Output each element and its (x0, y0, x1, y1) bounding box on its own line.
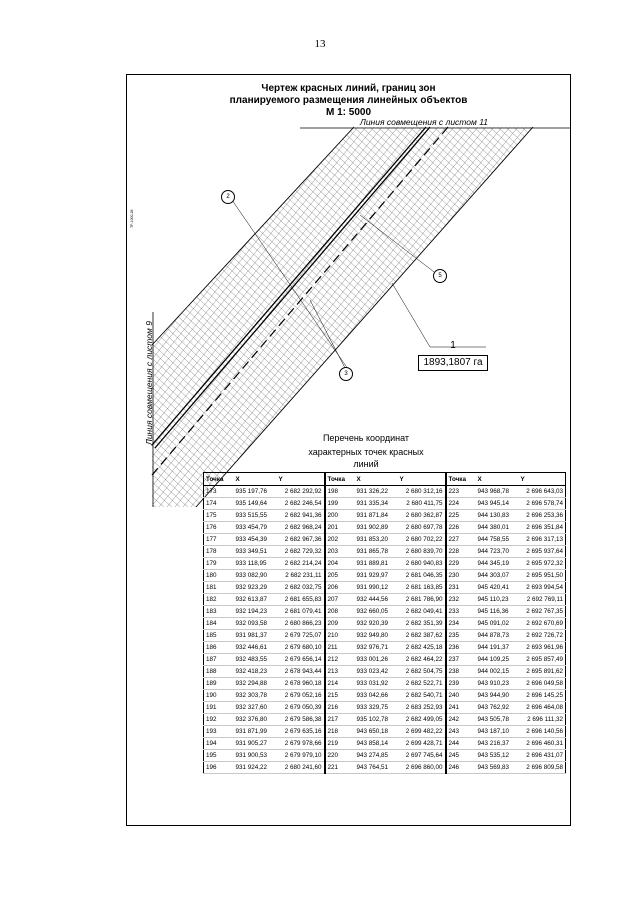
cell-y: 2 680 839,70 (398, 546, 446, 558)
cell-x: 932 446,61 (234, 642, 277, 654)
cell-point: 225 (446, 510, 476, 522)
table-row (204, 690, 566, 702)
header-y: Y (519, 473, 566, 486)
cell-x: 931 871,84 (355, 510, 398, 522)
cell-y: 2 697 745,64 (398, 750, 446, 762)
cell-y: 2 696 111,32 (519, 714, 566, 726)
cell-x: 933 454,39 (234, 534, 277, 546)
cell-point: 190 (204, 690, 234, 702)
cell-y: 2 696 809,58 (519, 762, 566, 774)
cell-point: 198 (325, 486, 355, 498)
cell-x: 932 483,55 (234, 654, 277, 666)
cell-x: 944 002,15 (476, 666, 519, 678)
cell-x: 933 349,51 (234, 546, 277, 558)
cell-x: 932 920,39 (355, 618, 398, 630)
table-row (204, 654, 566, 666)
cell-x: 933 082,90 (234, 570, 277, 582)
cell-point: 180 (204, 570, 234, 582)
cell-point: 203 (325, 546, 355, 558)
cell-y: 2 682 214,24 (277, 558, 325, 570)
cell-y: 2 695 857,49 (519, 654, 566, 666)
table-row (204, 558, 566, 570)
cell-point: 217 (325, 714, 355, 726)
cell-point: 204 (325, 558, 355, 570)
cell-point: 199 (325, 498, 355, 510)
cell-y: 2 679 656,14 (277, 654, 325, 666)
cell-x: 943 650,18 (355, 726, 398, 738)
cell-y: 2 682 729,32 (277, 546, 325, 558)
cell-point: 234 (446, 618, 476, 630)
cell-point: 231 (446, 582, 476, 594)
cell-y: 2 681 046,35 (398, 570, 446, 582)
cell-y: 2 679 680,10 (277, 642, 325, 654)
cell-y: 2 680 702,22 (398, 534, 446, 546)
cell-y: 2 681 655,83 (277, 594, 325, 606)
red-line-outer (152, 127, 426, 445)
cell-point: 228 (446, 546, 476, 558)
cell-x: 943 944,90 (476, 690, 519, 702)
cell-x: 933 515,55 (234, 510, 277, 522)
cell-point: 239 (446, 678, 476, 690)
cell-x: 935 197,76 (234, 486, 277, 498)
cell-point: 223 (446, 486, 476, 498)
cell-y: 2 682 464,22 (398, 654, 446, 666)
cell-y: 2 682 049,41 (398, 606, 446, 618)
cell-y: 2 680 940,83 (398, 558, 446, 570)
cell-y: 2 693 994,54 (519, 582, 566, 594)
table-row (204, 714, 566, 726)
table-row (204, 630, 566, 642)
cell-y: 2 679 052,16 (277, 690, 325, 702)
cell-y: 2 696 578,74 (519, 498, 566, 510)
cell-x: 932 923,29 (234, 582, 277, 594)
cell-point: 209 (325, 618, 355, 630)
cell-point: 221 (325, 762, 355, 774)
cell-y: 2 696 464,08 (519, 702, 566, 714)
cell-x: 945 420,41 (476, 582, 519, 594)
table-row (204, 642, 566, 654)
leader-parcel (392, 283, 430, 347)
cell-x: 944 380,01 (476, 522, 519, 534)
cell-point: 246 (446, 762, 476, 774)
cell-x: 943 569,83 (476, 762, 519, 774)
cell-point: 200 (325, 510, 355, 522)
cell-point: 238 (446, 666, 476, 678)
cell-point: 182 (204, 594, 234, 606)
cell-x: 931 929,97 (355, 570, 398, 582)
cell-y: 2 695 937,64 (519, 546, 566, 558)
table-row (204, 534, 566, 546)
cell-x: 932 294,88 (234, 678, 277, 690)
cell-x: 931 990,12 (355, 582, 398, 594)
cell-x: 932 660,05 (355, 606, 398, 618)
cell-point: 244 (446, 738, 476, 750)
cell-y: 2 682 032,75 (277, 582, 325, 594)
table-row (204, 726, 566, 738)
header-x: X (355, 473, 398, 486)
cell-x: 931 871,99 (234, 726, 277, 738)
cell-y: 2 680 312,16 (398, 486, 446, 498)
cell-point: 177 (204, 534, 234, 546)
cell-y: 2 699 428,71 (398, 738, 446, 750)
cell-y: 2 695 972,32 (519, 558, 566, 570)
cell-point: 233 (446, 606, 476, 618)
cell-point: 208 (325, 606, 355, 618)
cell-point: 211 (325, 642, 355, 654)
cell-x: 945 116,36 (476, 606, 519, 618)
parcel-number: 1 (450, 340, 456, 351)
cell-point: 181 (204, 582, 234, 594)
cell-x: 931 900,53 (234, 750, 277, 762)
match-line-top-label: Линия совмещения с листом 11 (360, 117, 489, 127)
cell-x: 931 981,37 (234, 630, 277, 642)
cell-point: 214 (325, 678, 355, 690)
cell-x: 933 454,79 (234, 522, 277, 534)
cell-point: 215 (325, 690, 355, 702)
cell-point: 232 (446, 594, 476, 606)
cell-x: 944 130,83 (476, 510, 519, 522)
cell-y: 2 682 246,54 (277, 498, 325, 510)
parcel-area: 1893,1807 га (418, 355, 488, 371)
cell-point: 242 (446, 714, 476, 726)
coordinates-table (203, 472, 566, 774)
table-row (204, 570, 566, 582)
cell-point: 183 (204, 606, 234, 618)
cell-point: 226 (446, 522, 476, 534)
header-x: X (234, 473, 277, 486)
table-row (204, 750, 566, 762)
cell-y: 2 695 951,50 (519, 570, 566, 582)
table-header-row (204, 473, 566, 486)
cell-y: 2 696 460,31 (519, 738, 566, 750)
cell-x: 944 758,55 (476, 534, 519, 546)
cell-y: 2 693 961,96 (519, 642, 566, 654)
cell-x: 933 329,75 (355, 702, 398, 714)
table-row (204, 582, 566, 594)
cell-x: 931 902,89 (355, 522, 398, 534)
cell-point: 195 (204, 750, 234, 762)
cell-y: 2 681 786,90 (398, 594, 446, 606)
cell-x: 932 418,23 (234, 666, 277, 678)
axis-dashed (152, 127, 448, 475)
cell-y: 2 680 362,87 (398, 510, 446, 522)
cell-x: 945 110,23 (476, 594, 519, 606)
cell-x: 943 945,14 (476, 498, 519, 510)
cell-y: 2 696 431,07 (519, 750, 566, 762)
cell-point: 245 (446, 750, 476, 762)
cell-y: 2 696 145,25 (519, 690, 566, 702)
coord-list-title-1: Перечень координат (322, 433, 410, 443)
cell-x: 945 091,02 (476, 618, 519, 630)
cell-point: 176 (204, 522, 234, 534)
table-row (204, 486, 566, 498)
cell-x: 943 505,78 (476, 714, 519, 726)
cell-x: 943 216,37 (476, 738, 519, 750)
cell-point: 185 (204, 630, 234, 642)
cell-x: 932 303,78 (234, 690, 277, 702)
cell-point: 201 (325, 522, 355, 534)
cell-y: 2 682 967,36 (277, 534, 325, 546)
cell-y: 2 680 866,23 (277, 618, 325, 630)
cell-point: 213 (325, 666, 355, 678)
cell-x: 931 889,81 (355, 558, 398, 570)
cell-y: 2 679 050,39 (277, 702, 325, 714)
cell-x: 932 194,23 (234, 606, 277, 618)
cell-point: 235 (446, 630, 476, 642)
callout-5: 5 (433, 269, 447, 283)
cell-x: 944 109,25 (476, 654, 519, 666)
cell-point: 229 (446, 558, 476, 570)
coord-list-title-2: характерных точек красных линий (308, 447, 424, 469)
cell-x: 933 001,26 (355, 654, 398, 666)
cell-point: 186 (204, 642, 234, 654)
cell-y: 2 696 317,13 (519, 534, 566, 546)
table-row (204, 606, 566, 618)
table-row (204, 522, 566, 534)
cell-point: 174 (204, 498, 234, 510)
table-row (204, 738, 566, 750)
cell-x: 933 031,92 (355, 678, 398, 690)
cell-y: 2 682 292,92 (277, 486, 325, 498)
cell-y: 2 680 411,75 (398, 498, 446, 510)
cell-x: 931 326,22 (355, 486, 398, 498)
cell-point: 194 (204, 738, 234, 750)
table-row (204, 678, 566, 690)
cell-y: 2 692 726,72 (519, 630, 566, 642)
cell-point: 237 (446, 654, 476, 666)
table-row (204, 702, 566, 714)
cell-point: 205 (325, 570, 355, 582)
cell-point: 188 (204, 666, 234, 678)
cell-y: 2 696 049,58 (519, 678, 566, 690)
cell-y: 2 680 241,60 (277, 762, 325, 774)
cell-y: 2 681 163,85 (398, 582, 446, 594)
cell-y: 2 679 586,38 (277, 714, 325, 726)
header-point: Точка (446, 473, 476, 486)
cell-y: 2 682 968,24 (277, 522, 325, 534)
cell-point: 210 (325, 630, 355, 642)
cell-point: 193 (204, 726, 234, 738)
cell-y: 2 681 079,41 (277, 606, 325, 618)
page-number: 13 (314, 38, 326, 50)
cell-point: 175 (204, 510, 234, 522)
cell-point: 207 (325, 594, 355, 606)
cell-x: 931 905,27 (234, 738, 277, 750)
cell-x: 933 118,95 (234, 558, 277, 570)
cell-x: 932 444,56 (355, 594, 398, 606)
cell-y: 2 682 540,71 (398, 690, 446, 702)
cell-point: 189 (204, 678, 234, 690)
cell-x: 943 535,12 (476, 750, 519, 762)
cell-x: 944 878,73 (476, 630, 519, 642)
cell-x: 944 191,37 (476, 642, 519, 654)
cell-x: 943 764,51 (355, 762, 398, 774)
header-y: Y (277, 473, 325, 486)
cell-x: 932 376,80 (234, 714, 277, 726)
cell-y: 2 682 425,18 (398, 642, 446, 654)
cell-x: 932 949,80 (355, 630, 398, 642)
cell-x: 931 865,78 (355, 546, 398, 558)
header-y: Y (398, 473, 446, 486)
cell-x: 932 093,58 (234, 618, 277, 630)
cell-y: 2 695 891,62 (519, 666, 566, 678)
cell-y: 2 682 522,71 (398, 678, 446, 690)
table-row (204, 666, 566, 678)
cell-y: 2 682 231,11 (277, 570, 325, 582)
cell-x: 935 102,78 (355, 714, 398, 726)
cell-y: 2 692 670,69 (519, 618, 566, 630)
zone-boundary-left (152, 127, 354, 345)
cell-y: 2 679 725,07 (277, 630, 325, 642)
table-row (204, 546, 566, 558)
cell-point: 212 (325, 654, 355, 666)
table-row (204, 498, 566, 510)
cell-y: 2 696 860,00 (398, 762, 446, 774)
cell-point: 192 (204, 714, 234, 726)
header-point: Точка (204, 473, 234, 486)
cell-y: 2 696 351,84 (519, 522, 566, 534)
cell-y: 2 682 941,36 (277, 510, 325, 522)
cell-y: 2 682 504,75 (398, 666, 446, 678)
cell-y: 2 682 351,39 (398, 618, 446, 630)
cell-x: 943 858,14 (355, 738, 398, 750)
cell-y: 2 683 252,93 (398, 702, 446, 714)
callout-2: 2 (221, 190, 235, 204)
cell-point: 196 (204, 762, 234, 774)
cell-x: 931 335,34 (355, 498, 398, 510)
sheet-mark: ТР-1000-28 (130, 209, 134, 228)
cell-x: 935 149,64 (234, 498, 277, 510)
cell-point: 173 (204, 486, 234, 498)
table-row (204, 762, 566, 774)
drawing-scale: М 1: 5000 (325, 107, 372, 118)
header-x: X (476, 473, 519, 486)
cell-y: 2 699 482,22 (398, 726, 446, 738)
cell-x: 944 303,07 (476, 570, 519, 582)
cell-point: 187 (204, 654, 234, 666)
cell-point: 178 (204, 546, 234, 558)
cell-point: 218 (325, 726, 355, 738)
cell-x: 931 924,22 (234, 762, 277, 774)
cell-x: 943 968,78 (476, 486, 519, 498)
cell-point: 236 (446, 642, 476, 654)
cell-point: 227 (446, 534, 476, 546)
header-point: Точка (325, 473, 355, 486)
cell-point: 243 (446, 726, 476, 738)
cell-x: 943 187,10 (476, 726, 519, 738)
cell-y: 2 696 140,56 (519, 726, 566, 738)
match-line-left-label: Линия совмещения с листом 9 (144, 321, 154, 445)
cell-x: 931 853,20 (355, 534, 398, 546)
cell-x: 933 042,66 (355, 690, 398, 702)
cell-point: 206 (325, 582, 355, 594)
cell-point: 220 (325, 750, 355, 762)
cell-y: 2 696 253,36 (519, 510, 566, 522)
cell-y: 2 680 697,78 (398, 522, 446, 534)
cell-x: 932 327,60 (234, 702, 277, 714)
cell-y: 2 679 635,16 (277, 726, 325, 738)
cell-point: 219 (325, 738, 355, 750)
cell-point: 179 (204, 558, 234, 570)
cell-y: 2 692 769,11 (519, 594, 566, 606)
cell-x: 944 345,19 (476, 558, 519, 570)
cell-x: 933 023,42 (355, 666, 398, 678)
cell-y: 2 682 499,05 (398, 714, 446, 726)
cell-x: 943 910,23 (476, 678, 519, 690)
cell-point: 224 (446, 498, 476, 510)
cell-point: 184 (204, 618, 234, 630)
table-row (204, 594, 566, 606)
cell-x: 932 613,87 (234, 594, 277, 606)
cell-x: 944 723,70 (476, 546, 519, 558)
drawing-title-line1: Чертеж красных линий, границ зон (261, 83, 436, 94)
cell-y: 2 682 387,62 (398, 630, 446, 642)
cell-y: 2 679 978,66 (277, 738, 325, 750)
drawing-title-line2: планируемого размещения линейных объектов (229, 95, 468, 106)
cell-y: 2 678 943,44 (277, 666, 325, 678)
cell-point: 191 (204, 702, 234, 714)
cell-x: 943 762,92 (476, 702, 519, 714)
cell-y: 2 692 767,35 (519, 606, 566, 618)
cell-y: 2 679 979,10 (277, 750, 325, 762)
cell-point: 202 (325, 534, 355, 546)
cell-y: 2 696 643,03 (519, 486, 566, 498)
cell-point: 241 (446, 702, 476, 714)
cell-x: 943 274,85 (355, 750, 398, 762)
cell-x: 932 976,71 (355, 642, 398, 654)
cell-y: 2 678 960,18 (277, 678, 325, 690)
cell-point: 230 (446, 570, 476, 582)
cell-point: 240 (446, 690, 476, 702)
red-line-inner (155, 127, 430, 448)
table-row (204, 510, 566, 522)
table-row (204, 618, 566, 630)
cell-point: 216 (325, 702, 355, 714)
callout-3: 3 (339, 367, 353, 381)
